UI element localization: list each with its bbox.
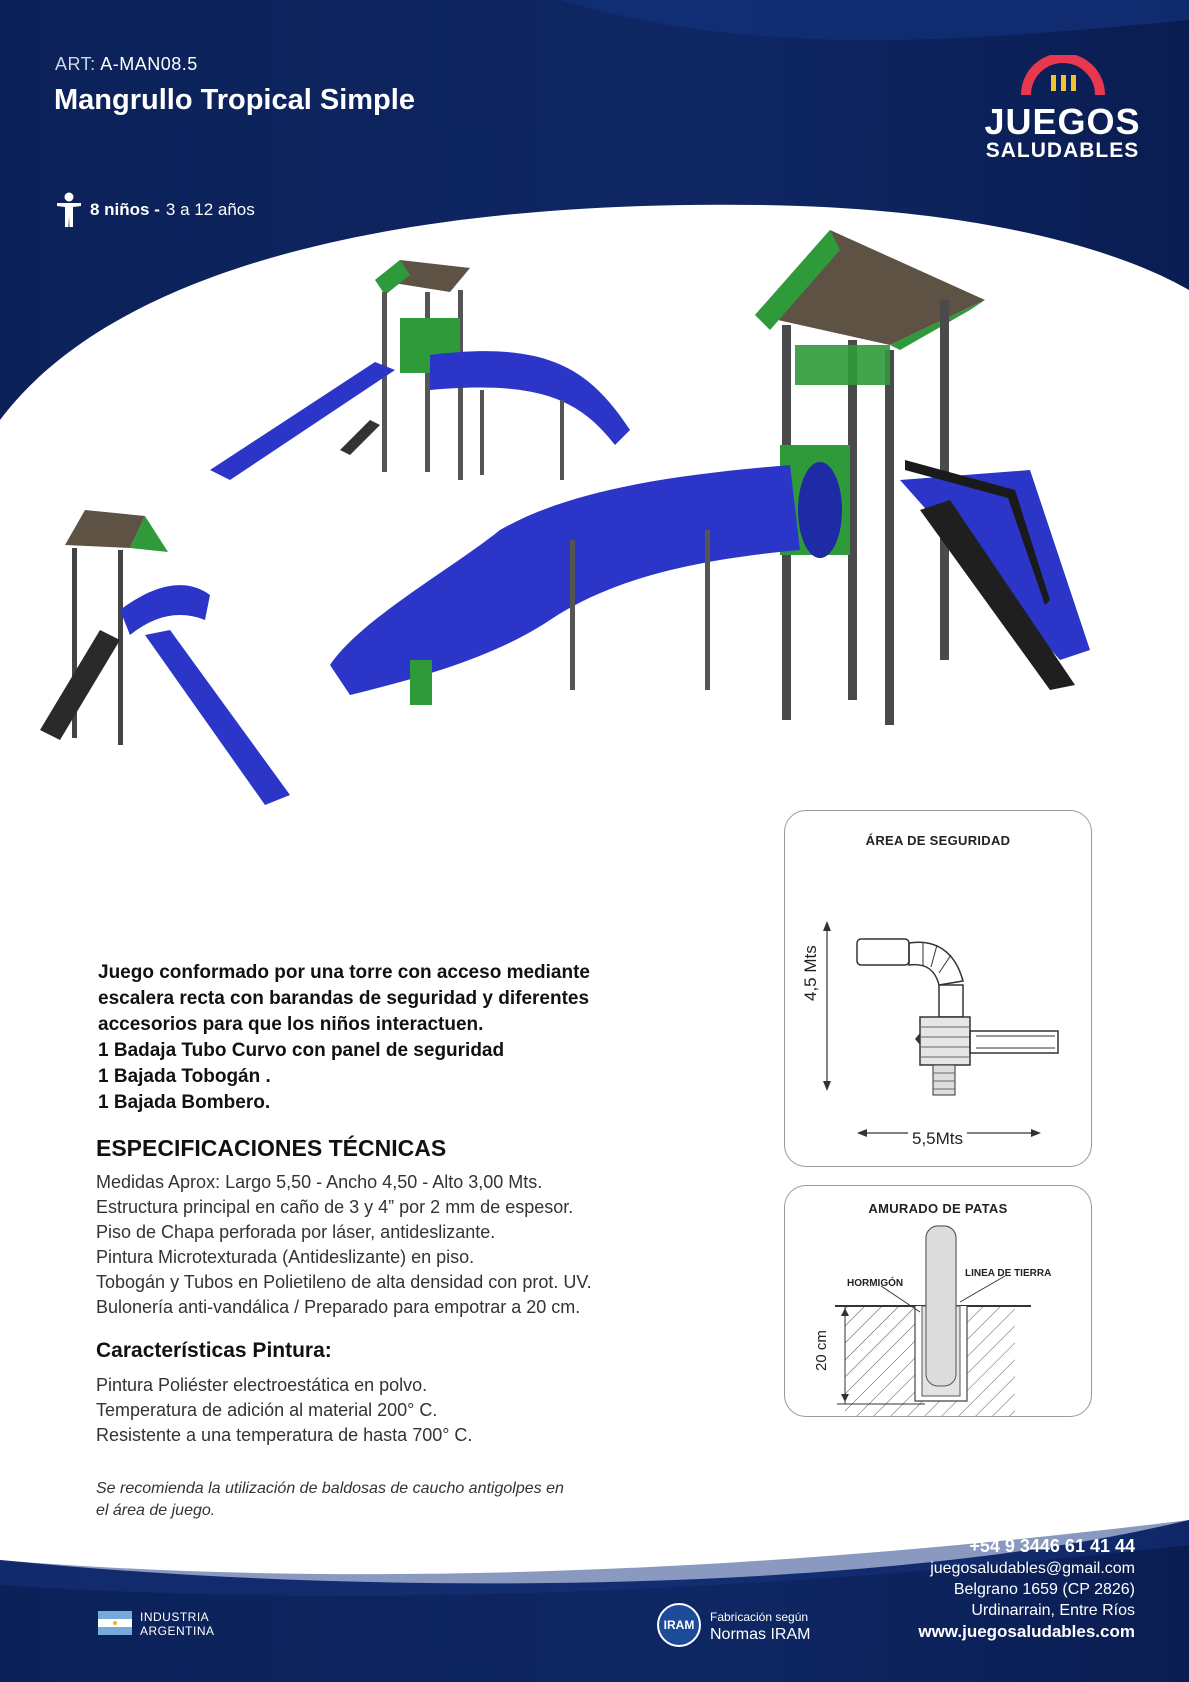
spec-item: Tobogán y Tubos en Polietileno de alta densidad con prot. UV. bbox=[96, 1272, 592, 1292]
spec-item: Medidas Aprox: Largo 5,50 - Ancho 4,50 - Alto 3,00 Mts. bbox=[96, 1172, 543, 1192]
kids-count: 8 niños - bbox=[90, 200, 160, 219]
address-line: Belgrano 1659 (CP 2826) bbox=[953, 1581, 1135, 1598]
spec-item: Bulonería anti-vandálica / Preparado para empotrar a 20 cm. bbox=[96, 1297, 581, 1317]
specs-title: ESPECIFICACIONES TÉCNICAS bbox=[96, 1135, 447, 1161]
safety-area-drawing bbox=[785, 851, 1091, 1151]
safety-width-label: 5,5Mts bbox=[908, 1129, 967, 1149]
industry-label: INDUSTRIA ARGENTINA bbox=[140, 1610, 215, 1638]
website-link[interactable]: www.juegosaludables.com bbox=[918, 1622, 1135, 1641]
paint-list bbox=[96, 1373, 472, 1448]
article-code: ART: A-MAN08.5 bbox=[55, 54, 198, 74]
anchoring-title: AMURADO DE PATAS bbox=[868, 1201, 1008, 1216]
depth-label: 20 cm bbox=[813, 1330, 830, 1371]
recommendation-note: Se recomienda la utilización de baldosas de caucho antigolpes en el área de juego. bbox=[96, 1480, 564, 1519]
product-renders bbox=[30, 230, 1170, 830]
render-view-top bbox=[210, 260, 630, 480]
city-line: Urdinarrain, Entre Ríos bbox=[971, 1602, 1135, 1619]
render-view-main bbox=[330, 230, 1090, 725]
iram-label: Fabricación según Normas IRAM bbox=[710, 1610, 811, 1643]
phone-number[interactable]: +54 9 3446 61 41 44 bbox=[969, 1536, 1135, 1556]
paint-item: Pintura Poliéster electroestática en polvo. bbox=[96, 1375, 428, 1395]
safety-area-title: ÁREA DE SEGURIDAD bbox=[865, 833, 1011, 848]
kids-capacity bbox=[56, 192, 255, 228]
spec-item: Pintura Microtexturada (Antideslizante) en piso. bbox=[96, 1247, 475, 1267]
iram-logo: IRAM bbox=[657, 1603, 701, 1647]
render-view-left bbox=[40, 510, 290, 805]
spec-item: Estructura principal en caño de 3 y 4” por 2 mm de espesor. bbox=[96, 1197, 574, 1217]
concrete-label: HORMIGÓN bbox=[847, 1278, 904, 1289]
logo-word-juegos: JUEGOS bbox=[984, 101, 1141, 142]
anchoring-drawing bbox=[785, 1216, 1091, 1416]
child-icon bbox=[56, 192, 82, 228]
spec-item: Piso de Chapa perforada por láser, antideslizante. bbox=[96, 1222, 496, 1242]
anchoring-panel bbox=[784, 1185, 1092, 1417]
page-title: Mangrullo Tropical Simple bbox=[54, 84, 415, 116]
safety-height-label: 4,5 Mts bbox=[801, 945, 820, 1001]
argentina-flag-icon bbox=[98, 1611, 132, 1635]
paint-item: Resistente a una temperatura de hasta 700° C. bbox=[96, 1425, 473, 1445]
email-link[interactable]: juegosaludables@gmail.com bbox=[930, 1560, 1135, 1577]
brand-logo bbox=[975, 55, 1150, 162]
specs-list bbox=[96, 1170, 592, 1320]
safety-area-panel bbox=[784, 810, 1092, 1167]
logo-word-saludables: SALUDABLES bbox=[985, 139, 1140, 162]
contact-block bbox=[918, 1534, 1135, 1642]
product-description: Juego conformado por una torre con acceso mediante escalera recta con barandas de seguridad y diferentes accesorios para que los niños interactuen. 1 Badaja Tubo Curvo con panel de seguridad 1 Bajada Tobogán . 1 Bajada Bombero. bbox=[98, 962, 590, 1113]
paint-item: Temperatura de adición al material 200° C. bbox=[96, 1400, 438, 1420]
kids-age: 3 a 12 años bbox=[165, 200, 255, 219]
rainbow-arch-icon bbox=[1018, 55, 1108, 97]
ground-line-label: LINEA DE TIERRA bbox=[965, 1268, 1052, 1279]
paint-title: Características Pintura: bbox=[96, 1339, 332, 1362]
